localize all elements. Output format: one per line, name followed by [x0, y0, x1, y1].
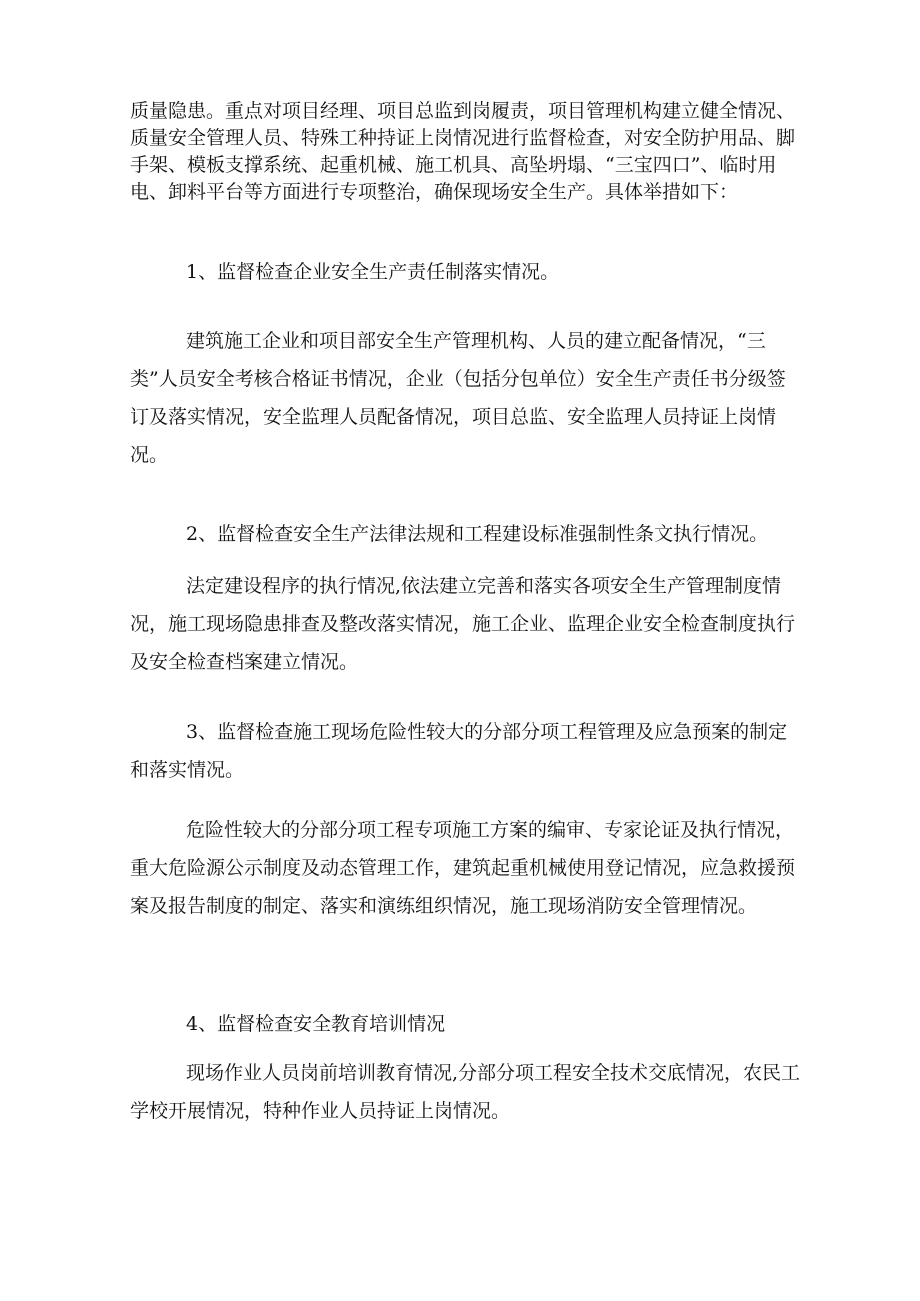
- paragraph-intro: 质量隐患。重点对项目经理、项目总监到岗履责，项目管理机构建立健全情况、质量安全管理人员、特殊工种持证上岗情况进行监督检查，对安全防护用品、脚手架、模板支撑系统、起重机械、施工机具、高坠坍塌、“三宝四口”、临时用电、卸料平台等方面进行专项整治，确保现场安全生产。具体举措如下：: [130, 100, 796, 203]
- heading-item-4: 4、监督检查安全教育培训情况: [186, 1013, 446, 1035]
- paragraph-item-4: 现场作业人员岗前培训教育情况,分部分项工程安全技术交底情况，农民工学校开展情况，特种作业人员持证上岗情况。: [130, 1062, 801, 1122]
- heading-item-3: 3、监督检查施工现场危险性较大的分部分项工程管理及应急预案的制定和落实情况。: [130, 721, 788, 781]
- heading-item-2: 2、监督检查安全生产法律法规和工程建设标准强制性条文执行情况。: [186, 523, 769, 545]
- paragraph-item-3: 危险性较大的分部分项工程专项施工方案的编审、专家论证及执行情况，重大危险源公示制度及动态管理工作，建筑起重机械使用登记情况，应急救援预案及报告制度的制定、落实和演练组织情况，施工现场消防安全管理情况。: [130, 819, 796, 917]
- paragraph-item-1: 建筑施工企业和项目部安全生产管理机构、人员的建立配备情况，“三类”人员安全考核合格证书情况，企业（包括分包单位）安全生产责任书分级签订及落实情况，安全监理人员配备情况，项目总监、安全监理人员持证上岗情况。: [130, 330, 786, 466]
- heading-item-1: 1、监督检查企业安全生产责任制落实情况。: [186, 261, 560, 283]
- paragraph-item-2: 法定建设程序的执行情况,依法建立完善和落实各项安全生产管理制度情况，施工现场隐患排查及整改落实情况，施工企业、监理企业安全检查制度执行及安全检查档案建立情况。: [130, 575, 796, 673]
